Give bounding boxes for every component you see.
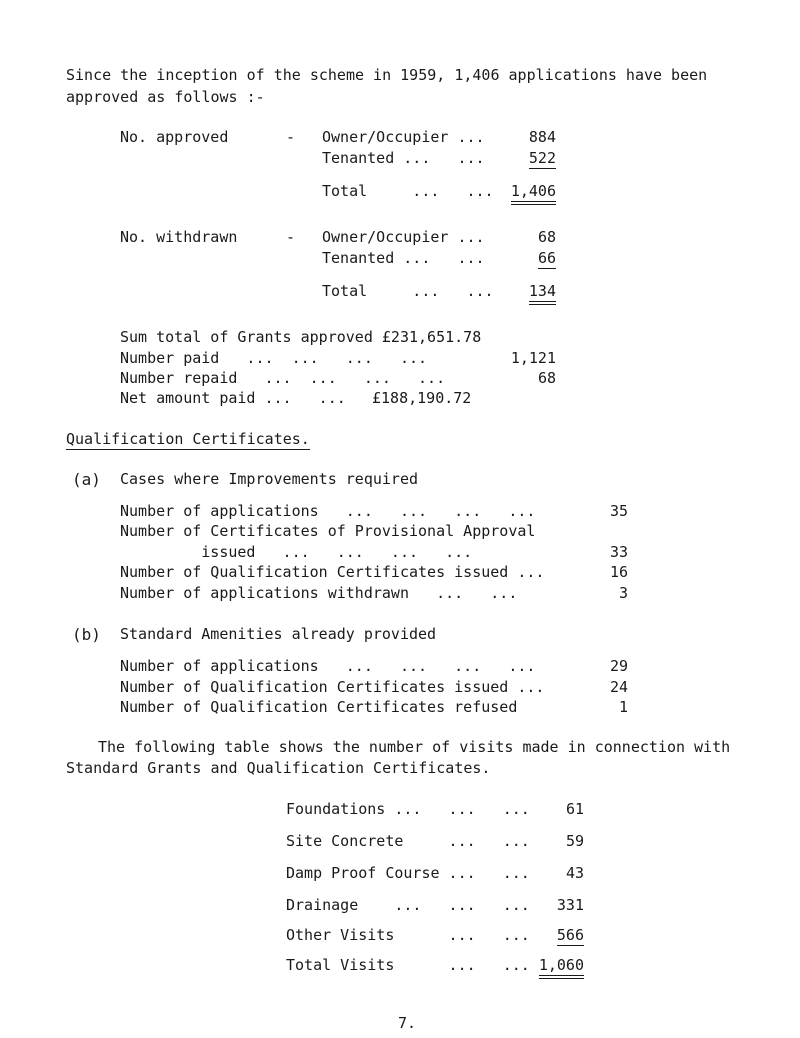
qualification-heading-text: Qualification Certificates.	[66, 430, 310, 448]
withdrawn-total-value	[490, 284, 556, 299]
visits-total-label: Total Visits ... ...	[286, 956, 530, 974]
page-number: 7.	[398, 1014, 417, 1032]
grants-net-amount-value: £188,190.72	[372, 389, 472, 407]
section-b-row-value: 29	[609, 657, 628, 675]
grants-net-amount-label: Net amount paid ... ...	[120, 389, 346, 407]
approved-tenanted-label: Tenanted ... ...	[322, 149, 485, 167]
approved-tenanted-value	[490, 151, 556, 166]
section-b-row-label: Number of Qualification Certificates issued ...	[120, 678, 545, 696]
visits-row-value: 61	[565, 800, 584, 818]
visits-total-value	[524, 958, 584, 973]
visits-row-label: Drainage ... ... ...	[286, 896, 530, 914]
visits-total-number: 1,060	[539, 956, 584, 979]
approved-total-value	[490, 184, 556, 199]
approved-label: No. approved	[120, 128, 229, 146]
withdrawn-owner-value: 68	[537, 228, 556, 246]
visits-intro-line-1: The following table shows the number of visits made in connection with	[98, 738, 731, 756]
visits-intro-line-2: Standard Grants and Qualification Certificates.	[66, 759, 491, 777]
section-a-row-label: issued ... ... ... ...	[120, 543, 473, 561]
withdrawn-tenanted-number: 66	[537, 249, 556, 267]
section-a-row-value: 16	[609, 563, 628, 581]
section-b-marker: (b)	[72, 625, 101, 644]
section-a-row-value: 3	[618, 584, 628, 602]
visits-row-value: 43	[565, 864, 584, 882]
section-a-row-label: Number of Qualification Certificates issued ...	[120, 563, 545, 581]
approved-total-label: Total ... ...	[322, 182, 494, 200]
section-a-row-value: 33	[609, 543, 628, 561]
visits-row-label: Other Visits ... ...	[286, 926, 530, 944]
visits-row-value: 331	[556, 896, 584, 914]
section-a-title: Cases where Improvements required	[120, 470, 419, 488]
visits-row-value: 59	[565, 832, 584, 850]
withdrawn-tenanted-label: Tenanted ... ...	[322, 249, 485, 267]
approved-owner-label: Owner/Occupier ...	[322, 128, 485, 146]
approved-owner-value: 884	[528, 128, 556, 146]
section-a-row-label: Number of applications withdrawn ... ...	[120, 584, 518, 602]
grants-number-paid-label: Number paid ... ... ... ...	[120, 349, 428, 367]
section-a-row-value: 35	[609, 502, 628, 520]
section-a-row-label: Number of applications ... ... ... ...	[120, 502, 536, 520]
section-a-marker: (a)	[72, 470, 101, 489]
withdrawn-label: No. withdrawn	[120, 228, 238, 246]
approved-tenanted-number: 522	[528, 149, 556, 167]
withdrawn-total-number: 134	[529, 282, 556, 305]
visits-row-value	[524, 928, 584, 943]
section-a-row-label: Number of Certificates of Provisional Approval	[120, 522, 536, 540]
section-b-row-value: 1	[618, 698, 628, 716]
visits-row-label: Damp Proof Course ... ...	[286, 864, 530, 882]
intro-line-2: approved as follows :-	[66, 88, 265, 106]
grants-number-repaid-value: 68	[537, 369, 556, 387]
visits-other-number: 566	[556, 926, 584, 944]
section-b-row-value: 24	[609, 678, 628, 696]
approved-total-number: 1,406	[511, 182, 556, 205]
section-b-row-label: Number of Qualification Certificates refused	[120, 698, 518, 716]
grants-number-paid-value: 1,121	[510, 349, 556, 367]
qualification-heading	[66, 432, 310, 447]
withdrawn-owner-label: Owner/Occupier ...	[322, 228, 485, 246]
visits-row-label: Foundations ... ... ...	[286, 800, 530, 818]
grants-number-repaid-label: Number repaid ... ... ... ...	[120, 369, 446, 387]
withdrawn-dash: -	[286, 228, 296, 246]
withdrawn-total-label: Total ... ...	[322, 282, 494, 300]
section-b-title: Standard Amenities already provided	[120, 625, 437, 643]
approved-dash: -	[286, 128, 296, 146]
withdrawn-tenanted-value	[490, 251, 556, 266]
section-b-row-label: Number of applications ... ... ... ...	[120, 657, 536, 675]
intro-line-1: Since the inception of the scheme in 1959, 1,406 applications have been	[66, 66, 708, 84]
grants-sum-total: Sum total of Grants approved £231,651.78	[120, 328, 482, 346]
visits-row-label: Site Concrete ... ...	[286, 832, 530, 850]
